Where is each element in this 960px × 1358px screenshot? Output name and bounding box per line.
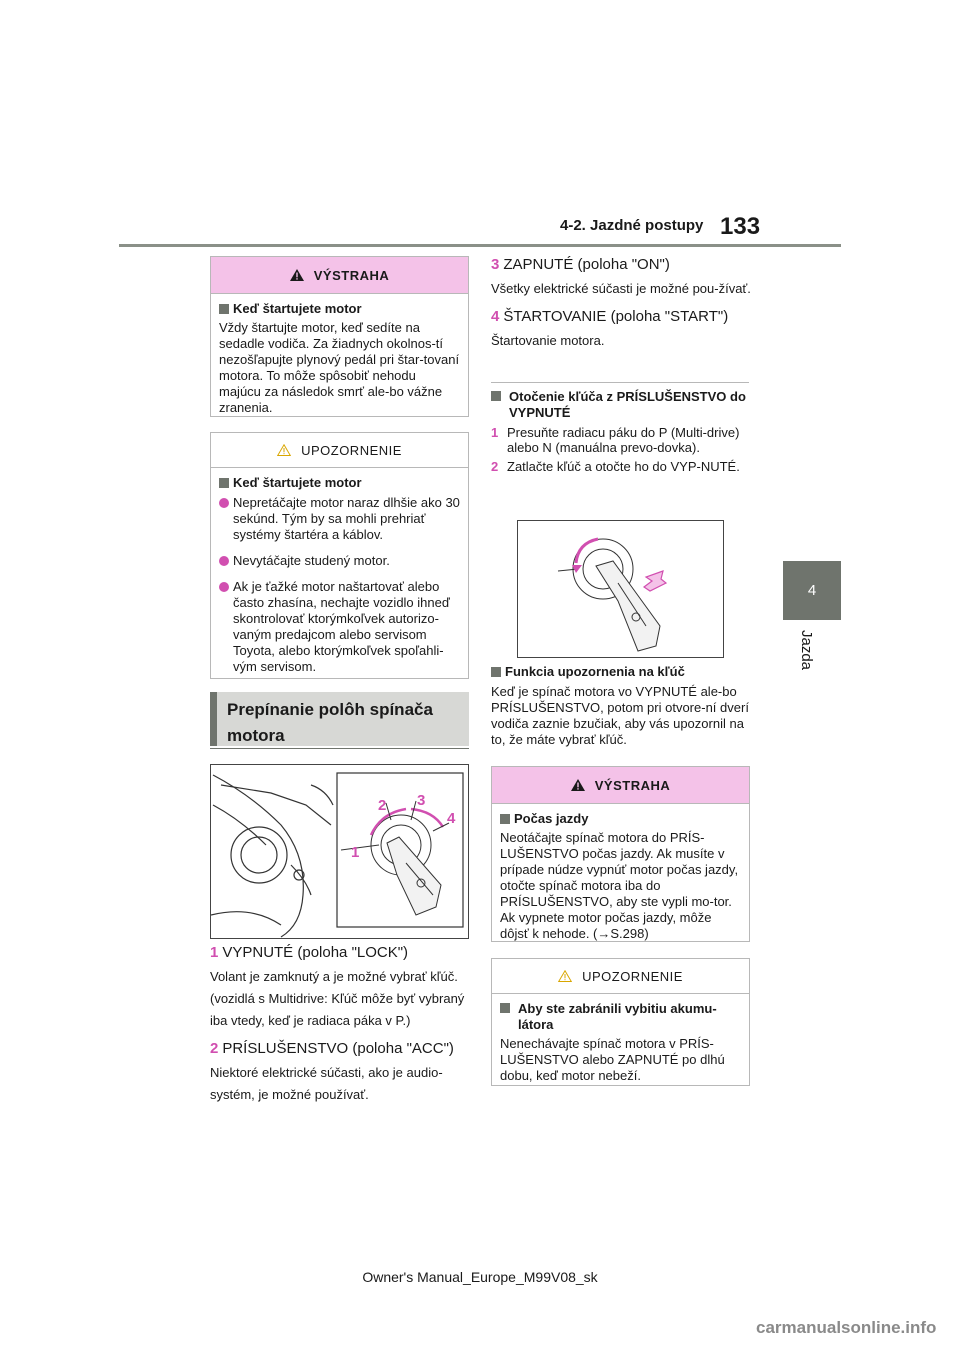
turn-key-section <box>491 389 751 478</box>
warning-title: VÝSTRAHA <box>313 267 390 283</box>
notice-heading: Keď štartujete motor <box>233 475 362 490</box>
figure-label: 4 <box>447 810 456 827</box>
warning-heading: Počas jazdy <box>514 811 589 826</box>
key-turn-drawing <box>518 521 723 657</box>
square-bullet-icon <box>491 667 501 677</box>
list-item: 1 Presuňte radiacu páku do P (Multi-drive) alebo N (manuálna prevo-dovka). <box>491 425 740 455</box>
list-item: 2 Zatlačte kľúč a otočte ho do VYP-NUTÉ. <box>491 459 740 474</box>
warning-text: Vždy štartujte motor, keď sedíte na sedadle vodiča. Za žiadnych okolnos-tí nezošľapujte plynový pedál pri štar-tovaní motora. To môže spôsobiť nehodu majúcu za následok smrť ale-bo vážne zranenia. <box>219 320 460 415</box>
notice-title: UPOZORNENIE <box>582 968 683 984</box>
header-rule <box>119 244 841 247</box>
key-reminder-section <box>491 664 753 748</box>
notice-box <box>491 958 750 1086</box>
notice-header <box>211 433 468 468</box>
warning-title: VÝSTRAHA <box>594 777 671 793</box>
square-bullet-icon <box>500 814 510 824</box>
warning-header <box>211 257 468 294</box>
ignition-drawing <box>211 765 468 938</box>
warning-box <box>210 256 469 417</box>
warning-header <box>492 767 749 804</box>
figure-label: 1 <box>351 844 360 861</box>
dot-bullet-icon <box>219 582 229 592</box>
square-bullet-icon <box>500 1003 510 1013</box>
square-bullet-icon <box>219 304 229 314</box>
step-title: 1 VYPNUTÉ (poloha "LOCK") <box>210 944 409 961</box>
caution-triangle-icon <box>277 444 291 456</box>
key-turn-illustration <box>517 520 724 658</box>
turn-key-heading: Otočenie kľúča z PRÍSLUŠENSTVO do VYPNUTÉ <box>509 389 746 420</box>
dot-bullet-icon <box>219 498 229 508</box>
chapter-name: Jazda <box>798 630 815 671</box>
warning-heading: Keď štartujete motor <box>233 301 362 316</box>
chapter-tab: 4 <box>783 561 841 620</box>
warning-triangle-icon <box>290 269 304 281</box>
step-description: Volant je zamknutý a je možné vybrať kľúč. (vozidlá s Multidrive: Kľúč môže byť vybraný iba vtedy, keď je radiaca páka v P.) <box>210 969 465 1028</box>
step-title: 2 PRÍSLUŠENSTVO (poloha "ACC") <box>210 1040 454 1057</box>
step-title: 4 ŠTARTOVANIE (poloha "START") <box>491 308 729 325</box>
list-item: Ak je ťažké motor naštartovať alebo často zhasína, nechajte vozidlo ihneď skontrolovať ktorýmkoľvek autorizo-vaným predajcom alebo servisom Toyota, alebo ktorýmkoľvek spoľahli-vým servisom. <box>219 579 460 675</box>
notice-text: Nenechávajte spínač motora v PRÍS-LUŠENSTVO alebo ZAPNUTÉ po dlhú dobu, keď motor nebeží. <box>500 1036 725 1083</box>
square-bullet-icon <box>491 391 501 401</box>
list-item: Nepretáčajte motor naraz dlhšie ako 30 sekúnd. Tým by sa mohli prehriať systémy štartéra a káblov. <box>219 495 460 543</box>
step-description: Štartovanie motora. <box>491 333 605 348</box>
square-bullet-icon <box>219 478 229 488</box>
ignition-illustration <box>210 764 469 939</box>
warning-box <box>491 766 750 942</box>
steps-left <box>210 944 472 1106</box>
notice-title: UPOZORNENIE <box>301 442 402 458</box>
warning-triangle-icon <box>571 779 585 791</box>
notice-header <box>492 959 749 994</box>
step-description: Všetky elektrické súčasti je možné pou-žívať. <box>491 281 751 296</box>
list-item: Nevytáčajte studený motor. <box>219 553 460 569</box>
divider <box>491 382 749 383</box>
figure-label: 3 <box>417 792 426 809</box>
notice-box <box>210 432 469 679</box>
page-number: 133 <box>720 213 761 240</box>
key-reminder-text: Keď je spínač motora vo VYPNUTÉ ale-bo PRÍSLUŠENSTVO, potom pri otvore-ní dverí vodiča zaznie bzučiak, aby vás upozornil na to, že máte vybrať kľúč. <box>491 684 749 747</box>
section-rule <box>210 748 469 749</box>
step-description: Niektoré elektrické súčasti, ako je audio-systém, je možné používať. <box>210 1065 443 1102</box>
footer-manual-id: Owner's Manual_Europe_M99V08_sk <box>362 1269 598 1285</box>
dot-bullet-icon <box>219 556 229 566</box>
caution-triangle-icon <box>558 970 572 982</box>
section-heading: Prepínanie polôh spínača motora <box>210 692 469 746</box>
steps-right <box>491 256 753 352</box>
figure-label: 2 <box>378 797 387 814</box>
key-reminder-heading: Funkcia upozornenia na kľúč <box>505 664 685 679</box>
warning-text: Neotáčajte spínač motora do PRÍS-LUŠENSTVO počas jazdy. Ak musíte v prípade núdze vypnúť motor počas jazdy, otočte spínač motora iba do PRÍSLUŠENSTVO, aby ste vypli mo-tor. Ak vypnete motor počas jazdy, môže dôjsť k nehode. (→S.298) <box>500 830 739 941</box>
step-title: 3 ZAPNUTÉ (poloha "ON") <box>491 256 670 273</box>
section-title: 4-2. Jazdné postupy <box>560 217 704 234</box>
watermark: carmanualsonline.info <box>756 1318 937 1337</box>
notice-heading: Aby ste zabránili vybitiu akumu-látora <box>518 1001 717 1032</box>
